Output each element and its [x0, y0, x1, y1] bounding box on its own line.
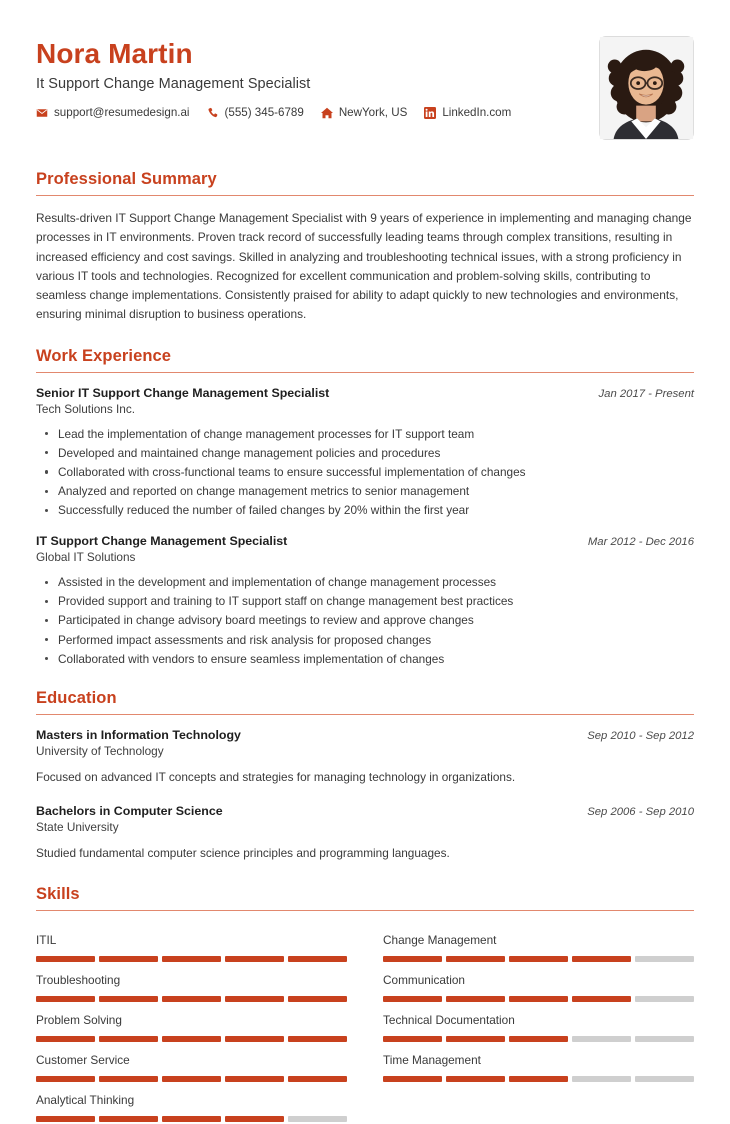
- candidate-name: Nora Martin: [36, 38, 193, 69]
- avatar: [599, 36, 694, 140]
- skill-item: [36, 964, 347, 1004]
- list-item: Lead the implementation of change management processes for IT support team: [36, 425, 694, 444]
- contact-phone-text: (555) 345-6789: [224, 106, 304, 120]
- skills-grid: [36, 924, 694, 1124]
- section-title-skills: Skills: [36, 885, 80, 904]
- skill-level-segment: [288, 956, 347, 962]
- skill-name: Customer Service: [36, 1053, 130, 1068]
- work-bullets: [36, 425, 694, 521]
- work-entry-head: [36, 386, 694, 400]
- skill-level-segment: [225, 1116, 284, 1122]
- skill-level-segment: [225, 956, 284, 962]
- skill-level-segment: [383, 956, 442, 962]
- skill-level-bar: [36, 1036, 347, 1042]
- section-professional-summary: [36, 170, 694, 325]
- skill-item: [36, 1044, 347, 1084]
- work-entry: [36, 534, 694, 669]
- education-entry-head: [36, 728, 694, 742]
- list-item: Analyzed and reported on change management metrics to senior management: [36, 482, 694, 501]
- skill-level-segment: [383, 1036, 442, 1042]
- skill-level-segment: [36, 1116, 95, 1122]
- list-item: Successfully reduced the number of failed changes by 20% within the first year: [36, 501, 694, 520]
- skill-name: Change Management: [383, 933, 497, 948]
- section-divider: [36, 195, 694, 196]
- skill-level-segment: [36, 1036, 95, 1042]
- linkedin-icon: [424, 107, 436, 119]
- work-company: Global IT Solutions: [36, 550, 136, 565]
- skill-level-segment: [99, 1116, 158, 1122]
- education-degree: Masters in Information Technology: [36, 727, 241, 742]
- contact-row: [36, 106, 599, 119]
- education-date: Sep 2010 - Sep 2012: [587, 729, 694, 742]
- skill-name: Problem Solving: [36, 1013, 122, 1028]
- education-entry: [36, 728, 694, 787]
- skill-level-segment: [288, 1116, 347, 1122]
- phone-icon: [207, 107, 219, 119]
- home-icon: [321, 107, 333, 119]
- skill-item: [36, 1004, 347, 1044]
- skill-level-segment: [635, 1076, 694, 1082]
- skill-item: [383, 964, 694, 1004]
- skill-level-segment: [509, 1076, 568, 1082]
- skill-level-bar: [36, 956, 347, 962]
- summary-text: Results-driven IT Support Change Management Specialist with 9 years of experience in implementing and managing change processes in IT environments. Proven track record of successfully leading teams through complex transitions, resulting in increased efficiency and cost savings. Skilled in analyzing and troubleshooting technical issues, with a strong proficiency in various IT tools and technologies. Recognized for excellent communication and problem-solving skills, contributing to seamless change implementations. Consistently praised for ability to adapt quickly to new technologies and environments, ensuring minimal disruption to business operations.: [36, 211, 692, 322]
- skill-level-segment: [162, 1076, 221, 1082]
- skill-level-segment: [162, 956, 221, 962]
- skill-level-segment: [446, 1076, 505, 1082]
- profile-photo-illustration: [600, 37, 693, 139]
- skill-name: Communication: [383, 973, 465, 988]
- education-degree: Bachelors in Computer Science: [36, 804, 223, 819]
- work-entry-head: [36, 534, 694, 548]
- section-divider: [36, 714, 694, 715]
- section-title-work: Work Experience: [36, 346, 172, 365]
- section-divider: [36, 910, 694, 911]
- skill-level-bar: [383, 996, 694, 1002]
- skill-level-bar: [36, 1116, 347, 1122]
- list-item: Developed and maintained change management policies and procedures: [36, 444, 694, 463]
- skill-level-segment: [635, 1036, 694, 1042]
- work-bullets: [36, 573, 694, 669]
- skill-level-segment: [446, 996, 505, 1002]
- skill-level-segment: [225, 1036, 284, 1042]
- skill-level-segment: [99, 1036, 158, 1042]
- skill-item: [36, 924, 347, 964]
- skill-level-segment: [99, 956, 158, 962]
- section-skills: [36, 885, 694, 1124]
- skill-level-segment: [288, 1036, 347, 1042]
- skill-item: [383, 924, 694, 964]
- header-identity: [36, 34, 599, 119]
- skill-level-bar: [383, 1076, 694, 1082]
- contact-linkedin-text: LinkedIn.com: [442, 106, 512, 120]
- skill-level-segment: [635, 996, 694, 1002]
- skill-level-segment: [446, 956, 505, 962]
- candidate-job-title: It Support Change Management Specialist: [36, 76, 311, 93]
- skill-level-segment: [99, 1076, 158, 1082]
- work-date: Jan 2017 - Present: [598, 387, 694, 400]
- skill-level-segment: [635, 956, 694, 962]
- education-date: Sep 2006 - Sep 2010: [587, 806, 694, 819]
- skill-item: [383, 1004, 694, 1044]
- work-role: Senior IT Support Change Management Specialist: [36, 385, 330, 400]
- education-description: Focused on advanced IT concepts and strategies for managing technology in organizations.: [36, 769, 516, 784]
- skill-level-segment: [288, 1076, 347, 1082]
- skill-name: Troubleshooting: [36, 973, 121, 988]
- skill-level-segment: [383, 1076, 442, 1082]
- skill-empty: [383, 1084, 694, 1124]
- education-entry-head: [36, 804, 694, 818]
- section-education: [36, 689, 694, 863]
- list-item: Provided support and training to IT support staff on change management best practices: [36, 592, 694, 611]
- contact-email[interactable]: [36, 106, 190, 119]
- skill-level-bar: [36, 996, 347, 1002]
- skill-level-segment: [36, 996, 95, 1002]
- skill-level-bar: [383, 956, 694, 962]
- skill-level-segment: [162, 1116, 221, 1122]
- skill-level-segment: [383, 996, 442, 1002]
- work-company: Tech Solutions Inc.: [36, 401, 136, 416]
- skill-level-segment: [572, 1036, 631, 1042]
- skill-item: [36, 1084, 347, 1124]
- skill-name: Time Management: [383, 1053, 481, 1068]
- section-title-education: Education: [36, 688, 117, 707]
- contact-location[interactable]: [321, 106, 408, 119]
- skill-level-segment: [509, 1036, 568, 1042]
- skill-name: Analytical Thinking: [36, 1093, 135, 1108]
- list-item: Performed impact assessments and risk analysis for proposed changes: [36, 631, 694, 650]
- section-work-experience: [36, 347, 694, 669]
- education-description: Studied fundamental computer science principles and programming languages.: [36, 846, 450, 861]
- contact-phone[interactable]: [207, 106, 304, 119]
- education-school: State University: [36, 820, 119, 835]
- skill-name: ITIL: [36, 933, 57, 948]
- skill-name: Technical Documentation: [383, 1013, 515, 1028]
- education-school: University of Technology: [36, 743, 164, 758]
- skill-level-segment: [36, 1076, 95, 1082]
- work-role: IT Support Change Management Specialist: [36, 534, 288, 549]
- resume-header: [36, 34, 694, 140]
- contact-location-text: NewYork, US: [338, 106, 408, 120]
- skill-level-segment: [225, 996, 284, 1002]
- envelope-icon: [36, 107, 48, 119]
- contact-linkedin[interactable]: [424, 106, 511, 119]
- education-entry: [36, 804, 694, 863]
- skill-item: [383, 1044, 694, 1084]
- skill-level-segment: [572, 956, 631, 962]
- skill-level-segment: [162, 996, 221, 1002]
- skill-level-bar: [383, 1036, 694, 1042]
- skill-level-segment: [288, 996, 347, 1002]
- section-title-summary: Professional Summary: [36, 170, 217, 188]
- work-date: Mar 2012 - Dec 2016: [587, 536, 694, 549]
- list-item: Participated in change advisory board meetings to review and approve changes: [36, 611, 694, 630]
- skill-level-segment: [99, 996, 158, 1002]
- list-item: Assisted in the development and implementation of change management processes: [36, 573, 694, 592]
- skill-level-segment: [446, 1036, 505, 1042]
- skill-level-bar: [36, 1076, 347, 1082]
- list-item: Collaborated with vendors to ensure seamless implementation of changes: [36, 650, 694, 669]
- contact-email-text: support@resumedesign.ai: [54, 106, 190, 120]
- skill-level-segment: [572, 1076, 631, 1082]
- work-entry: [36, 386, 694, 521]
- skill-level-segment: [36, 956, 95, 962]
- skill-level-segment: [509, 996, 568, 1002]
- skill-level-segment: [162, 1036, 221, 1042]
- list-item: Collaborated with cross-functional teams to ensure successful implementation of changes: [36, 463, 694, 482]
- skill-level-segment: [572, 996, 631, 1002]
- skill-level-segment: [509, 956, 568, 962]
- skill-level-segment: [225, 1076, 284, 1082]
- section-divider: [36, 372, 694, 373]
